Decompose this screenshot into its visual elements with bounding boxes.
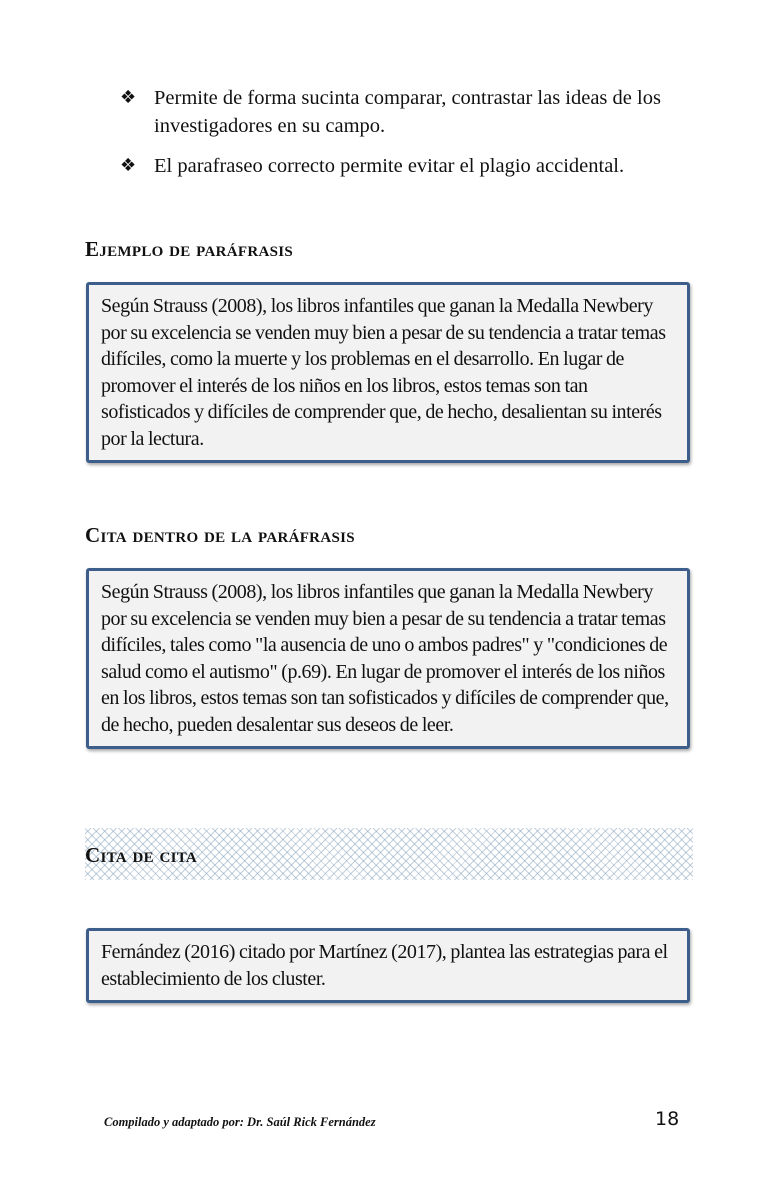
secondary-citation-text: Fernández (2016) citado por Martínez (2017), plantea las estrategias para el establecimiento de los cluster. (101, 941, 668, 990)
quote-in-paraphrase-box (86, 568, 690, 749)
bullet-item (120, 152, 700, 180)
diamond-bullet-icon: ❖ (120, 87, 137, 108)
section-heading-ejemplo: Ejemplo de paráfrasis (85, 237, 294, 261)
paraphrase-example-text: Según Strauss (2008), los libros infantiles que ganan la Medalla Newbery por su excelencia se venden muy bien a pesar de su tendencia a tratar temas difíciles, como la muerte y los problemas en el desarrollo. En lugar de promover el interés de los niños en los libros, estos temas son tan sofisticados y difíciles de comprender que, de hecho, desalientan su interés por la lectura. (101, 295, 666, 450)
diamond-bullet-icon: ❖ (120, 155, 137, 176)
section-heading-cita-dentro: Cita dentro de la paráfrasis (85, 523, 355, 547)
bullet-item (120, 84, 700, 140)
bullet-text: El parafraseo correcto permite evitar el plagio accidental. (154, 155, 625, 177)
paraphrase-example-box (86, 282, 690, 463)
quote-in-paraphrase-text: Según Strauss (2008), los libros infantiles que ganan la Medalla Newbery por su excelencia se venden muy bien a pesar de su tendencia a tratar temas difíciles, tales como "la ausencia de uno o ambos padres" y "condiciones de salud como el autismo" (p.69). En lugar de promover el interés de los niños en los libros, estos temas son tan sofisticados y difíciles de comprender que, de hecho, pueden desalentar sus deseos de leer. (101, 581, 669, 736)
bullet-list (120, 84, 700, 192)
bullet-text: Permite de forma sucinta comparar, contrastar las ideas de los investigadores en su campo. (154, 87, 661, 137)
secondary-citation-box (86, 928, 690, 1003)
section-heading-cita-de-cita: Cita de cita (85, 843, 198, 867)
page-number: 18 (655, 1108, 680, 1130)
footer-credit: Compilado y adaptado por: Dr. Saúl Rick Fernández (104, 1115, 376, 1129)
